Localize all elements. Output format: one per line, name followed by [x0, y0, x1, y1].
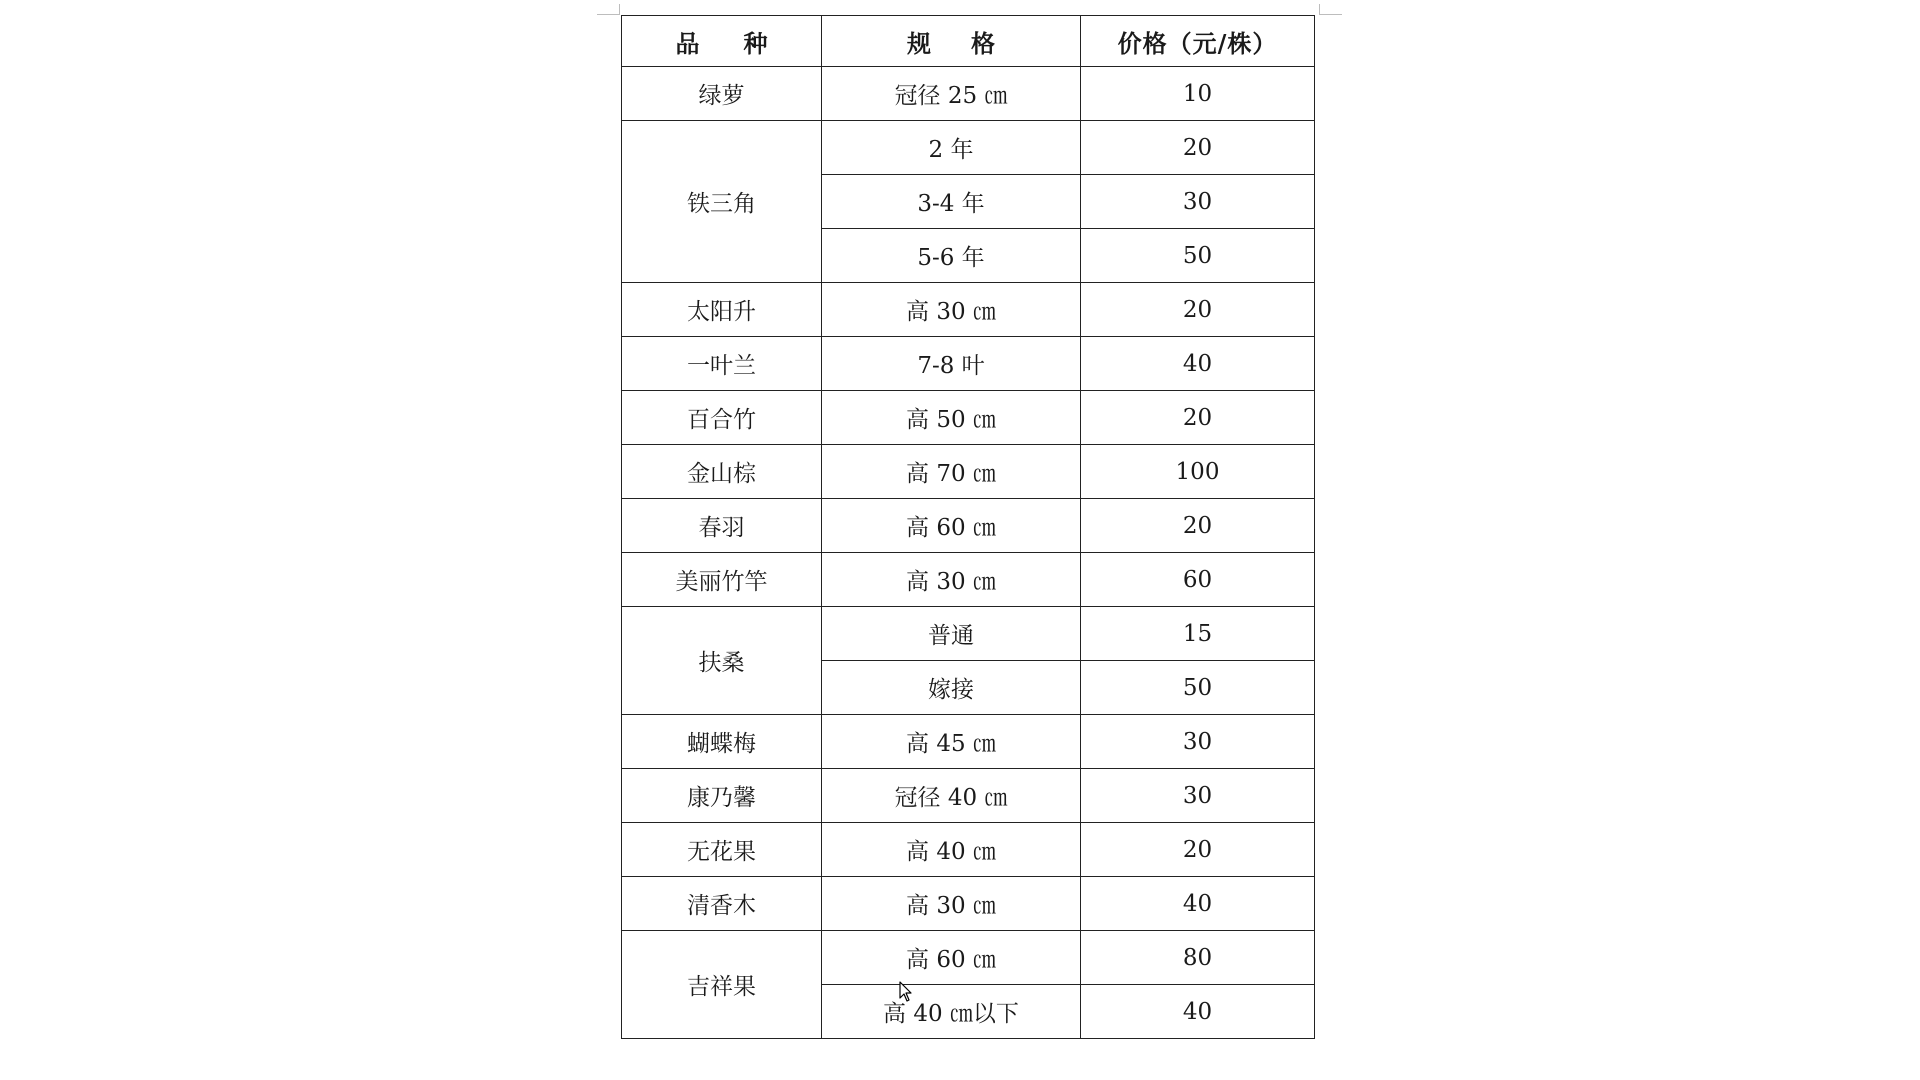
mouse-pointer-icon	[899, 981, 913, 1003]
table-header-row	[622, 16, 1315, 67]
table-row	[622, 283, 1315, 337]
cell-price[interactable]: 30	[1081, 715, 1315, 769]
cell-spec[interactable]: 嫁接	[822, 661, 1081, 715]
cell-price[interactable]: 40	[1081, 877, 1315, 931]
cell-variety[interactable]: 太阳升	[622, 283, 822, 337]
cell-variety[interactable]: 清香木	[622, 877, 822, 931]
cell-spec[interactable]: 2 年	[822, 121, 1081, 175]
cell-variety[interactable]: 铁三角	[622, 121, 822, 283]
cell-variety[interactable]: 春羽	[622, 499, 822, 553]
cell-price[interactable]: 50	[1081, 229, 1315, 283]
cell-price[interactable]: 20	[1081, 391, 1315, 445]
cell-price[interactable]: 20	[1081, 823, 1315, 877]
cell-variety[interactable]: 绿萝	[622, 67, 822, 121]
table-row	[622, 391, 1315, 445]
cell-variety[interactable]: 百合竹	[622, 391, 822, 445]
cell-spec[interactable]: 高 50 ㎝	[822, 391, 1081, 445]
table-row	[622, 715, 1315, 769]
table-row	[622, 553, 1315, 607]
cell-spec[interactable]: 高 60 ㎝	[822, 931, 1081, 985]
table-row	[622, 499, 1315, 553]
table-row	[622, 877, 1315, 931]
cell-spec[interactable]: 高 70 ㎝	[822, 445, 1081, 499]
page-corner-mark-top-right	[1319, 4, 1342, 15]
cell-spec[interactable]: 冠径 40 ㎝	[822, 769, 1081, 823]
table-row	[622, 769, 1315, 823]
cell-variety[interactable]: 金山棕	[622, 445, 822, 499]
cell-spec[interactable]: 高 30 ㎝	[822, 553, 1081, 607]
cell-price[interactable]: 40	[1081, 985, 1315, 1039]
cell-spec[interactable]: 高 45 ㎝	[822, 715, 1081, 769]
cell-spec[interactable]: 5-6 年	[822, 229, 1081, 283]
cell-variety[interactable]: 一叶兰	[622, 337, 822, 391]
cell-spec[interactable]: 3-4 年	[822, 175, 1081, 229]
cell-variety[interactable]: 吉祥果	[622, 931, 822, 1039]
cell-variety[interactable]: 扶桑	[622, 607, 822, 715]
cell-variety[interactable]: 康乃馨	[622, 769, 822, 823]
header-spec: 规格	[822, 16, 1081, 67]
table-row	[622, 607, 1315, 661]
table-row	[622, 931, 1315, 985]
cell-price[interactable]: 20	[1081, 499, 1315, 553]
cell-spec[interactable]: 7-8 叶	[822, 337, 1081, 391]
cell-variety[interactable]: 蝴蝶梅	[622, 715, 822, 769]
cell-spec[interactable]: 冠径 25 ㎝	[822, 67, 1081, 121]
table-row	[622, 445, 1315, 499]
cell-price[interactable]: 20	[1081, 283, 1315, 337]
cell-price[interactable]: 80	[1081, 931, 1315, 985]
cell-price[interactable]: 30	[1081, 175, 1315, 229]
cell-price[interactable]: 15	[1081, 607, 1315, 661]
cell-price[interactable]: 50	[1081, 661, 1315, 715]
cell-variety[interactable]: 美丽竹竿	[622, 553, 822, 607]
cell-price[interactable]: 40	[1081, 337, 1315, 391]
table-row	[622, 823, 1315, 877]
header-price: 价格（元/株）	[1081, 16, 1315, 67]
cell-spec[interactable]: 高 30 ㎝	[822, 283, 1081, 337]
cell-price[interactable]: 30	[1081, 769, 1315, 823]
table-row	[622, 121, 1315, 175]
cell-spec[interactable]: 高 40 ㎝以下	[822, 985, 1081, 1039]
page-corner-mark-top-left	[597, 4, 620, 15]
table-row	[622, 67, 1315, 121]
cell-price[interactable]: 60	[1081, 553, 1315, 607]
cell-price[interactable]: 100	[1081, 445, 1315, 499]
cell-spec[interactable]: 高 40 ㎝	[822, 823, 1081, 877]
header-variety: 品种	[622, 16, 822, 67]
cell-spec[interactable]: 高 60 ㎝	[822, 499, 1081, 553]
cell-spec[interactable]: 普通	[822, 607, 1081, 661]
table-row	[622, 337, 1315, 391]
cell-spec[interactable]: 高 30 ㎝	[822, 877, 1081, 931]
plant-price-table	[621, 15, 1315, 1039]
cell-price[interactable]: 10	[1081, 67, 1315, 121]
cell-variety[interactable]: 无花果	[622, 823, 822, 877]
cell-price[interactable]: 20	[1081, 121, 1315, 175]
